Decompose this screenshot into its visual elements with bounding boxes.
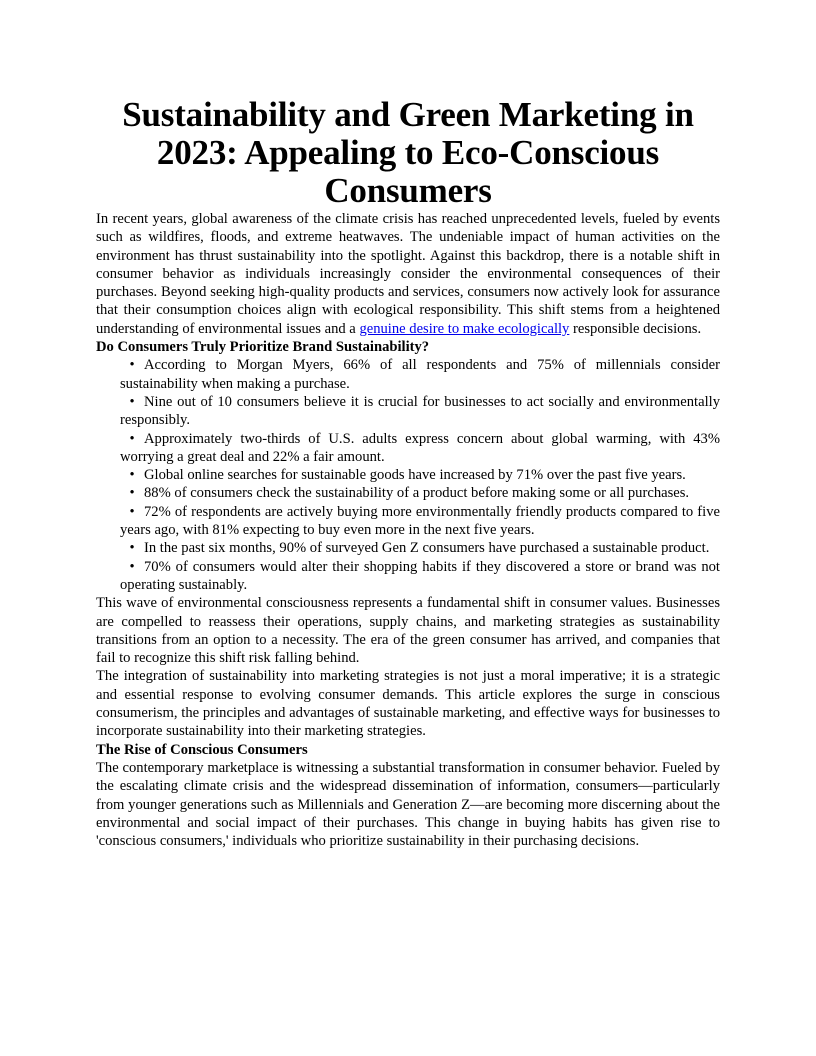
section-heading-brand-sustainability: Do Consumers Truly Prioritize Brand Sustainability? <box>96 339 430 356</box>
consciousness-paragraph: This wave of environmental consciousness represents a fundamental shift in consumer values. Businesses are compelled to reassess their operations, supply chains, and marketing strategies as sustainability transitions from an option to a necessity. The era of the green consumer has arrived, and companies that fail to recognize this shift risk falling behind. <box>96 595 720 667</box>
section-heading-conscious-consumers: The Rise of Conscious Consumers <box>96 741 308 758</box>
list-item <box>96 558 720 595</box>
intro-paragraph <box>96 210 720 338</box>
bullet-icon: • <box>129 467 135 484</box>
conscious-consumers-paragraph: The contemporary marketplace is witnessing a substantial transformation in consumer behavior. Fueled by the escalating climate crisis and the widespread dissemination of information, consumers—particularly from younger generations such as Millennials and Generation Z—are becoming more discerning about the environmental and social impact of their purchases. This change in buying habits has given rise to 'conscious consumers,' individuals who prioritize sustainability in their purchasing decisions. <box>96 759 720 850</box>
list-item-text: Approximately two-thirds of U.S. adults express concern about global warming, with 43% worrying a great deal and 22% a fair amount. <box>120 430 720 465</box>
list-item <box>96 356 720 393</box>
bullet-icon: • <box>129 357 135 374</box>
document-page <box>96 96 720 850</box>
bullet-icon: • <box>129 540 135 557</box>
bullet-icon: • <box>129 503 135 520</box>
list-item-text: In the past six months, 90% of surveyed Gen Z consumers have purchased a sustainable product. <box>144 540 710 557</box>
list-item-text: According to Morgan Myers, 66% of all respondents and 75% of millennials consider sustainability when making a purchase. <box>120 357 720 392</box>
list-item-text: 70% of consumers would alter their shopping habits if they discovered a store or brand was not operating sustainably. <box>120 558 720 593</box>
list-item <box>96 539 720 557</box>
list-item-text: 72% of respondents are actively buying more environmentally friendly products compared to five years ago, with 81% expecting to buy even more in the next five years. <box>120 503 720 539</box>
list-item-text: Global online searches for sustainable goods have increased by 71% over the past five years. <box>144 467 686 484</box>
intro-text: In recent years, global awareness of the climate crisis has reached unprecedented levels, fueled by events such as wildfires, floods, and extreme heatwaves. The undeniable impact of human activities on the environment has thrust sustainability into the spotlight. Against this backdrop, there is a notable shift in consumer behavior as individuals increasingly consider the environmental consequences of their purchases. Beyond seeking high-quality products and services, consumers now actively look for assurance that their consumption choices align with ecological responsibility. This shift stems from a heightened understanding of environmental issues and a <box>96 211 720 337</box>
list-item <box>96 503 720 540</box>
intro-text-end: responsible decisions. <box>569 320 702 337</box>
list-item <box>96 430 720 467</box>
document-title: Sustainability and Green Marketing in 2023: Appealing to Eco-Conscious Consumers <box>122 95 694 210</box>
statistics-list <box>96 356 720 594</box>
list-item-text: 88% of consumers check the sustainability of a product before making some or all purchases. <box>144 485 690 502</box>
bullet-icon: • <box>129 430 135 447</box>
integration-paragraph: The integration of sustainability into marketing strategies is not just a moral imperative; it is a strategic and essential response to evolving consumer demands. This article explores the surge in conscious consumerism, the principles and advantages of sustainable marketing, and effective ways for businesses to incorporate sustainability into their marketing strategies. <box>96 668 720 740</box>
ecological-desire-link[interactable]: genuine desire to make ecologically <box>359 320 570 337</box>
bullet-icon: • <box>129 485 135 502</box>
list-item <box>96 466 720 484</box>
bullet-icon: • <box>129 393 135 410</box>
list-item-text: Nine out of 10 consumers believe it is crucial for businesses to act socially and environmentally responsibly. <box>120 393 720 429</box>
bullet-icon: • <box>129 558 135 575</box>
list-item <box>96 484 720 502</box>
list-item <box>96 393 720 430</box>
